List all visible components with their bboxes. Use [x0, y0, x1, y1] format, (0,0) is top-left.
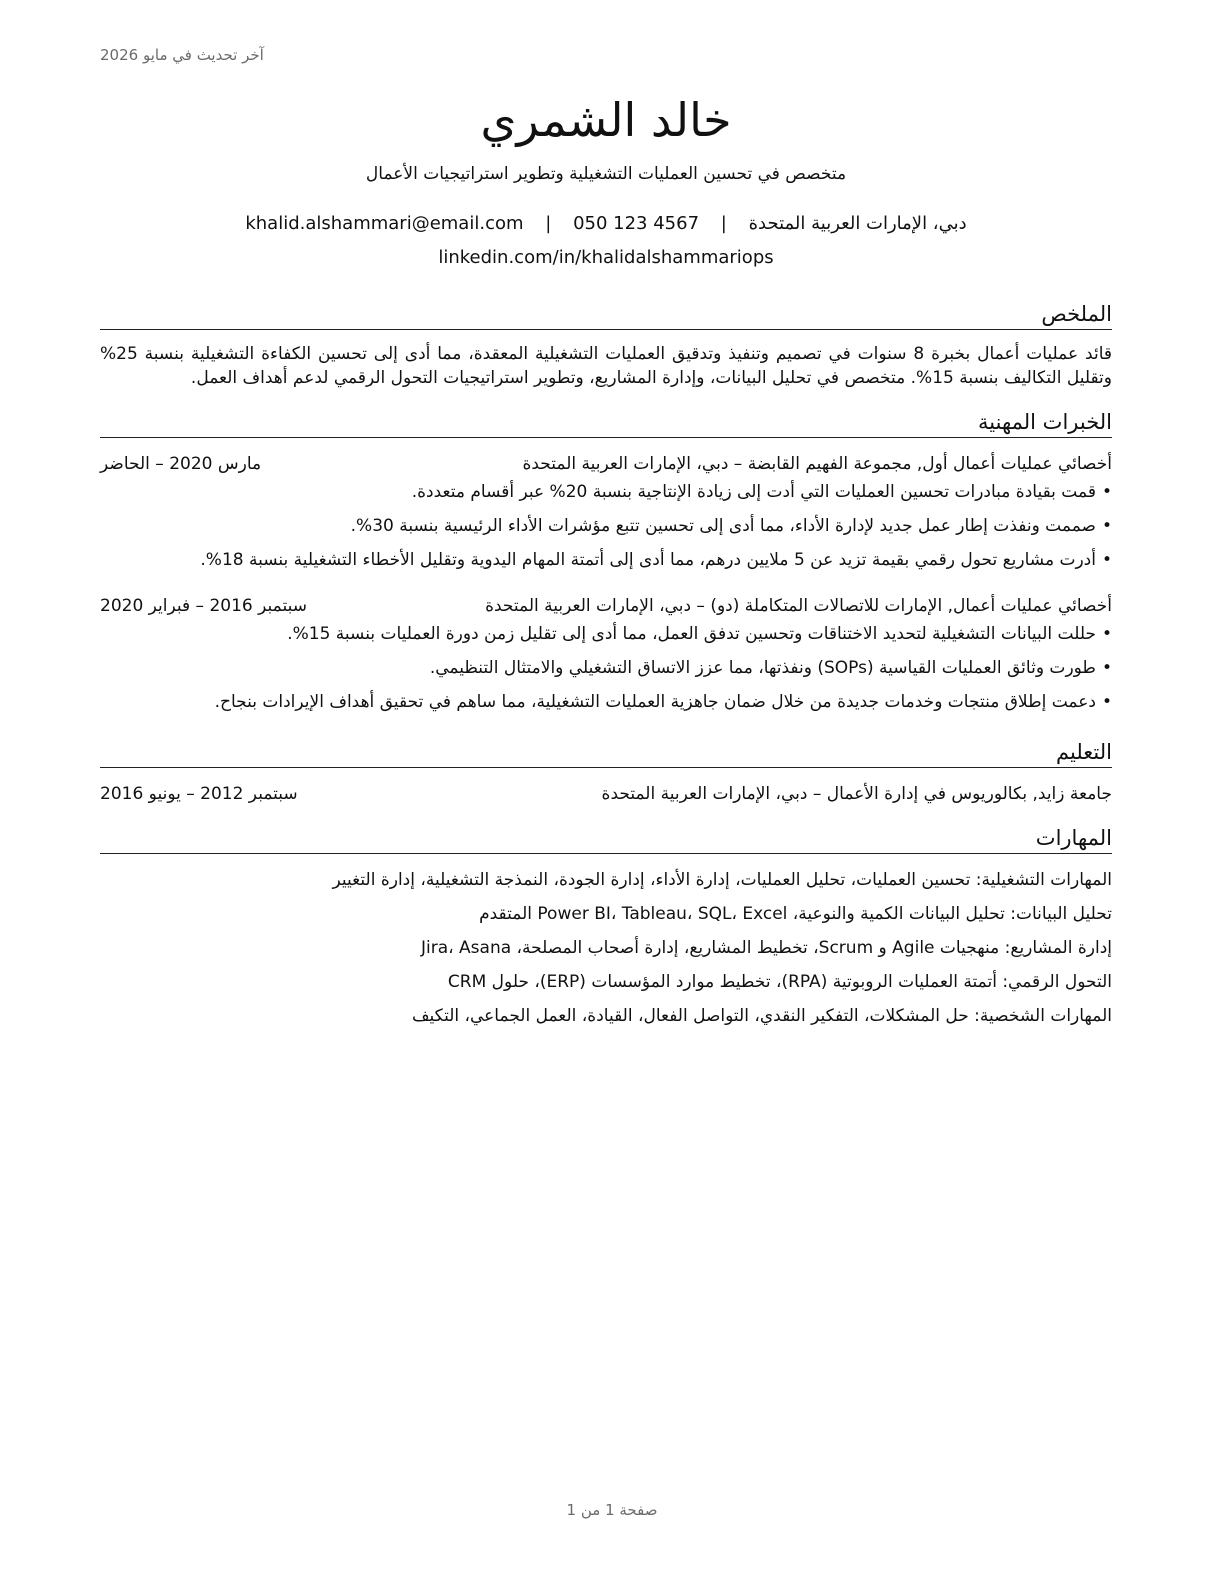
job-title: أخصائي عمليات أعمال أول, مجموعة الفهيم القابضة – دبي، الإمارات العربية المتحدة	[522, 454, 1112, 474]
job-bullet-text: قمت بقيادة مبادرات تحسين العمليات التي أدت إلى زيادة الإنتاجية بنسبة 20% عبر أقسام متعددة.	[411, 482, 1096, 502]
phone-number: 050 123 4567	[573, 213, 700, 234]
skills-list	[100, 868, 1112, 1028]
last-updated-note: آخر تحديث في مايو 2026	[100, 46, 264, 64]
job-bullet-text: حللت البيانات التشغيلية لتحديد الاختناقات وتحسين تدفق العمل، مما أدى إلى تقليل زمن دورة العمليات بنسبة 15%.	[287, 624, 1096, 644]
job-bullet-text: صممت ونفذت إطار عمل جديد لإدارة الأداء، مما أدى إلى تحسين تتبع مؤشرات الأداء الرئيسية بنسبة 30%.	[350, 516, 1096, 536]
job-entry	[100, 452, 1112, 572]
summary-text: قائد عمليات أعمال بخبرة 8 سنوات في تصميم وتنفيذ وتدقيق العمليات التشغيلية المعقدة، مما أدى إلى تحسين الكفاءة التشغيلية بنسبة 25% وتقليل التكاليف بنسبة 15%. متخصص في تحليل البيانات، وإدارة المشاريع، وتطوير استراتيجيات التحول الرقمي لدعم أهداف العمل.	[100, 344, 1112, 388]
education-dates: سبتمبر 2012 – يونيو 2016	[100, 784, 298, 804]
resume-page	[100, 0, 1112, 1038]
job-bullet	[100, 514, 1112, 538]
job-bullet-text: أدرت مشاريع تحول رقمي بقيمة تزيد عن 5 ملايين درهم، مما أدى إلى أتمتة المهام اليدوية وتقليل الأخطاء التشغيلية بنسبة 18%.	[200, 550, 1096, 570]
skill-line: تحليل البيانات: تحليل البيانات الكمية والنوعية، Power BI، Tableau، SQL، Excel المتقدم	[479, 904, 1112, 924]
bullet-dot: •	[1101, 516, 1112, 536]
linkedin-link[interactable]: linkedin.com/in/khalidalshammariops	[438, 247, 774, 268]
location: دبي، الإمارات العربية المتحدة	[748, 213, 967, 234]
contact-info	[100, 212, 1112, 236]
section-heading-summary: الملخص	[100, 300, 1112, 330]
job-bullet	[100, 548, 1112, 572]
job-header	[100, 594, 1112, 618]
candidate-name: خالد الشمري	[480, 93, 732, 147]
job-title: أخصائي عمليات أعمال, الإمارات للاتصالات المتكاملة (دو) – دبي، الإمارات العربية المتحدة	[485, 596, 1112, 616]
section-heading-experience: الخبرات المهنية	[100, 408, 1112, 438]
job-bullet	[100, 622, 1112, 646]
skill-line: المهارات الشخصية: حل المشكلات، التفكير النقدي، التواصل الفعال، القيادة، العمل الجماعي، التكيف	[411, 1006, 1112, 1026]
contact-separator: |	[545, 213, 552, 234]
bullet-dot: •	[1101, 550, 1112, 570]
email-link[interactable]: khalid.alshammari@email.com	[245, 213, 524, 234]
bullet-dot: •	[1101, 658, 1112, 678]
page-number: صفحة 1 من 1	[566, 1501, 658, 1519]
bullet-dot: •	[1101, 482, 1112, 502]
skill-line: المهارات التشغيلية: تحسين العمليات، تحليل العمليات، إدارة الأداء، إدارة الجودة، النمذجة التشغيلية، إدارة التغيير	[332, 870, 1112, 890]
skill-line: إدارة المشاريع: منهجيات Agile و Scrum، تخطيط المشاريع، إدارة أصحاب المصلحة، Jira، Asana	[421, 938, 1112, 958]
job-bullet	[100, 480, 1112, 504]
job-dates: سبتمبر 2016 – فبراير 2020	[100, 596, 307, 616]
bullet-dot: •	[1101, 692, 1112, 712]
section-heading-education: التعليم	[100, 738, 1112, 768]
job-bullet-text: طورت وثائق العمليات القياسية (SOPs) ونفذتها، مما عزز الاتساق التشغيلي والامتثال التنظيمي.	[429, 658, 1096, 678]
job-bullet-text: دعمت إطلاق منتجات وخدمات جديدة من خلال ضمان جاهزية العمليات التشغيلية، مما ساهم في تحقيق أهداف الإيرادات بنجاح.	[214, 692, 1096, 712]
job-bullet	[100, 690, 1112, 714]
skill-line: التحول الرقمي: أتمتة العمليات الروبوتية (RPA)، تخطيط موارد المؤسسات (ERP)، حلول CRM	[447, 972, 1112, 992]
job-dates: مارس 2020 – الحاضر	[100, 454, 262, 474]
job-bullets	[100, 480, 1112, 572]
job-header	[100, 452, 1112, 476]
education-title: جامعة زايد, بكالوريوس في إدارة الأعمال – دبي، الإمارات العربية المتحدة	[601, 784, 1112, 804]
section-heading-skills: المهارات	[100, 824, 1112, 854]
bullet-dot: •	[1101, 624, 1112, 644]
education-entry	[100, 782, 1112, 806]
candidate-tagline: متخصص في تحسين العمليات التشغيلية وتطوير استراتيجيات الأعمال	[365, 164, 847, 184]
job-entry	[100, 594, 1112, 714]
job-bullets	[100, 622, 1112, 714]
contact-separator: |	[720, 213, 727, 234]
job-bullet	[100, 656, 1112, 680]
